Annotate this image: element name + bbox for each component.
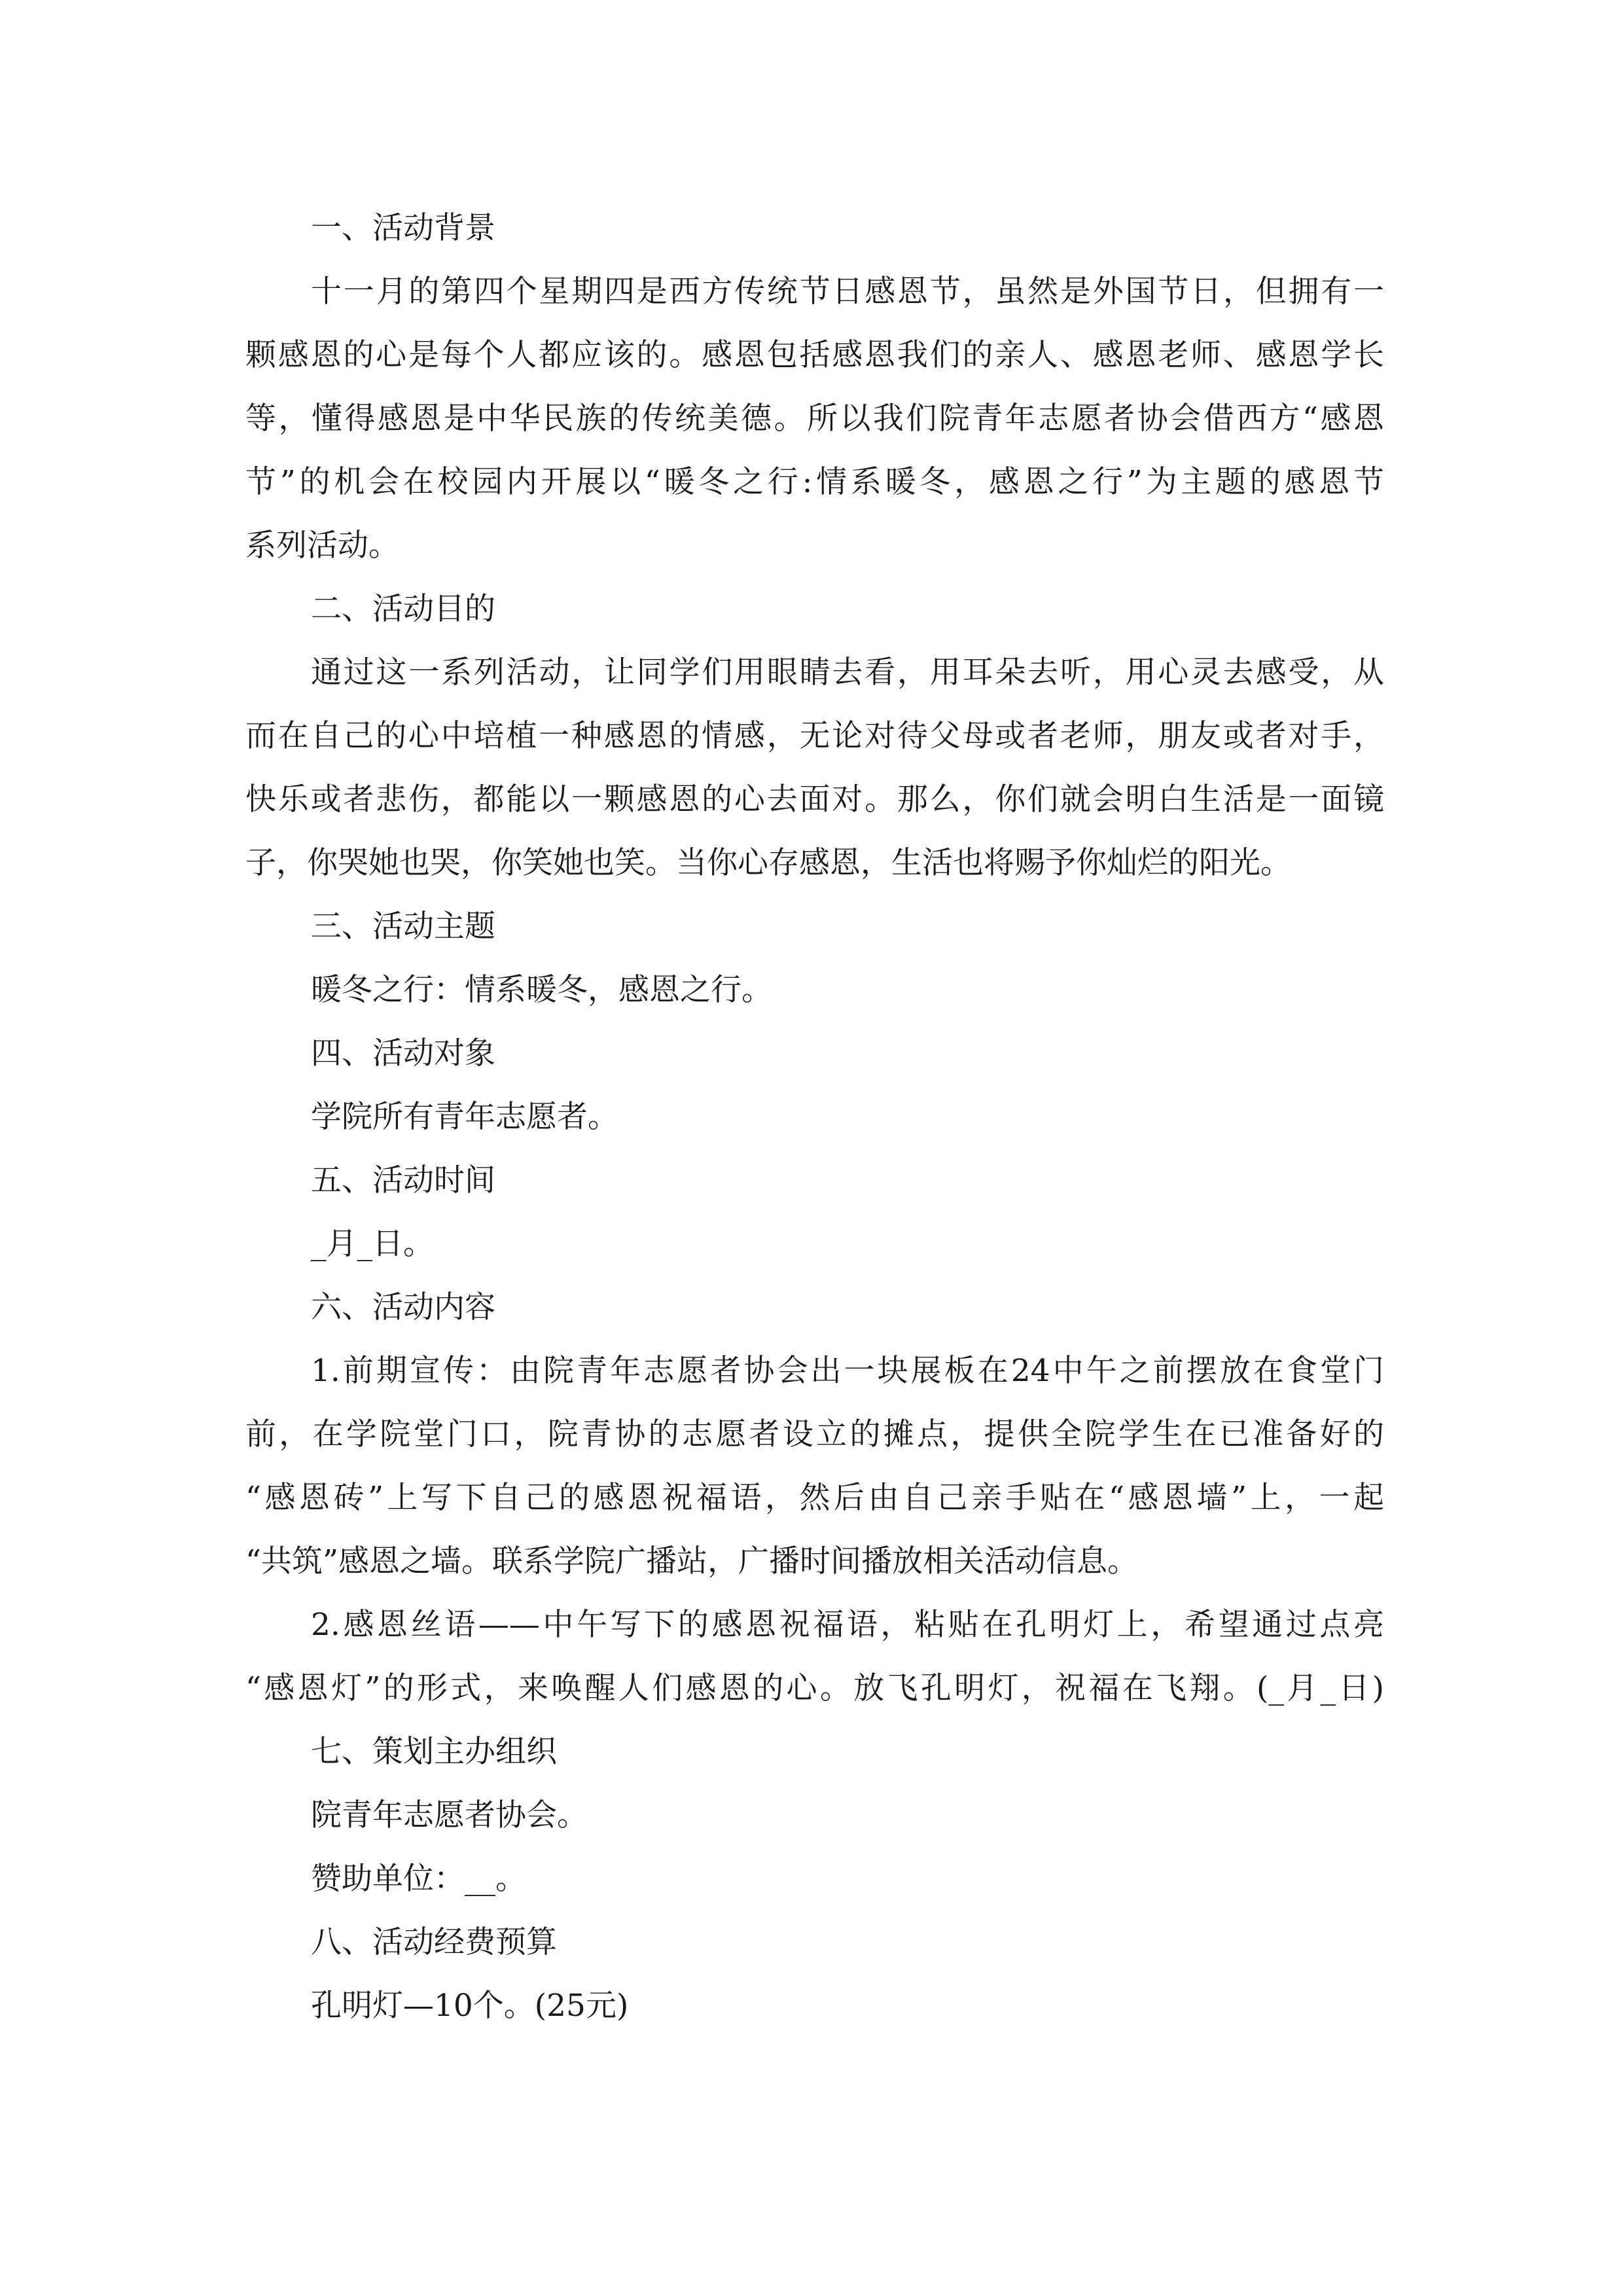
paragraph-line: _月_日。 (311, 1226, 434, 1262)
document-body (245, 196, 1384, 2037)
section-heading-budget: 八、活动经费预算 (311, 1924, 557, 1960)
section-heading-audience: 四、活动对象 (311, 1035, 495, 1071)
section-heading-purpose: 二、活动目的 (311, 591, 495, 627)
paragraph-line: 系列活动。 (245, 528, 399, 564)
paragraph-line: 而在自己的心中培植一种感恩的情感，无论对待父母或者老师，朋友或者对手， (245, 718, 1384, 754)
section-heading-content: 六、活动内容 (311, 1289, 495, 1325)
section-heading-background: 一、活动背景 (311, 210, 495, 246)
section-heading-organizer: 七、策划主办组织 (311, 1734, 557, 1770)
paragraph-line: “感恩砖”上写下自己的感恩祝福语，然后由自己亲手贴在“感恩墙”上，一起 (245, 1480, 1384, 1516)
paragraph-line: 颗感恩的心是每个人都应该的。感恩包括感恩我们的亲人、感恩老师、感恩学长 (245, 337, 1384, 373)
paragraph-line: 院青年志愿者协会。 (311, 1797, 588, 1833)
paragraph-line: 孔明灯—10个。(25元) (311, 1988, 629, 2024)
section-heading-time: 五、活动时间 (311, 1162, 495, 1198)
paragraph-line: 通过这一系列活动，让同学们用眼睛去看，用耳朵去听，用心灵去感受，从 (311, 655, 1384, 691)
paragraph-line: 前，在学院堂门口，院青协的志愿者设立的摊点，提供全院学生在已准备好的 (245, 1416, 1384, 1452)
paragraph-line: 学院所有青年志愿者。 (311, 1099, 618, 1135)
paragraph-line: “共筑”感恩之墙。联系学院广播站，广播时间播放相关活动信息。 (245, 1543, 1139, 1579)
section-heading-theme: 三、活动主题 (311, 908, 495, 944)
paragraph-line: 2.感恩丝语——中午写下的感恩祝福语，粘贴在孔明灯上，希望通过点亮 (311, 1607, 1384, 1643)
paragraph-line: 十一月的第四个星期四是西方传统节日感恩节，虽然是外国节日，但拥有一 (311, 274, 1384, 310)
paragraph-line: 赞助单位：__。 (311, 1861, 526, 1897)
paragraph-line: 暖冬之行：情系暖冬，感恩之行。 (311, 972, 772, 1008)
paragraph-line: 子，你哭她也哭，你笑她也笑。当你心存感恩，生活也将赐予你灿烂的阳光。 (245, 845, 1291, 881)
paragraph-line: “感恩灯”的形式，来唤醒人们感恩的心。放飞孔明灯，祝福在飞翔。(_月_日) (245, 1670, 1384, 1706)
paragraph-line: 1.前期宣传：由院青年志愿者协会出一块展板在24中午之前摆放在食堂门 (311, 1353, 1384, 1389)
paragraph-line: 等，懂得感恩是中华民族的传统美德。所以我们院青年志愿者协会借西方“感恩 (245, 401, 1384, 437)
paragraph-line: 快乐或者悲伤，都能以一颗感恩的心去面对。那么，你们就会明白生活是一面镜 (245, 781, 1384, 817)
paragraph-line: 节”的机会在校园内开展以“暖冬之行:情系暖冬，感恩之行”为主题的感恩节 (245, 464, 1384, 500)
